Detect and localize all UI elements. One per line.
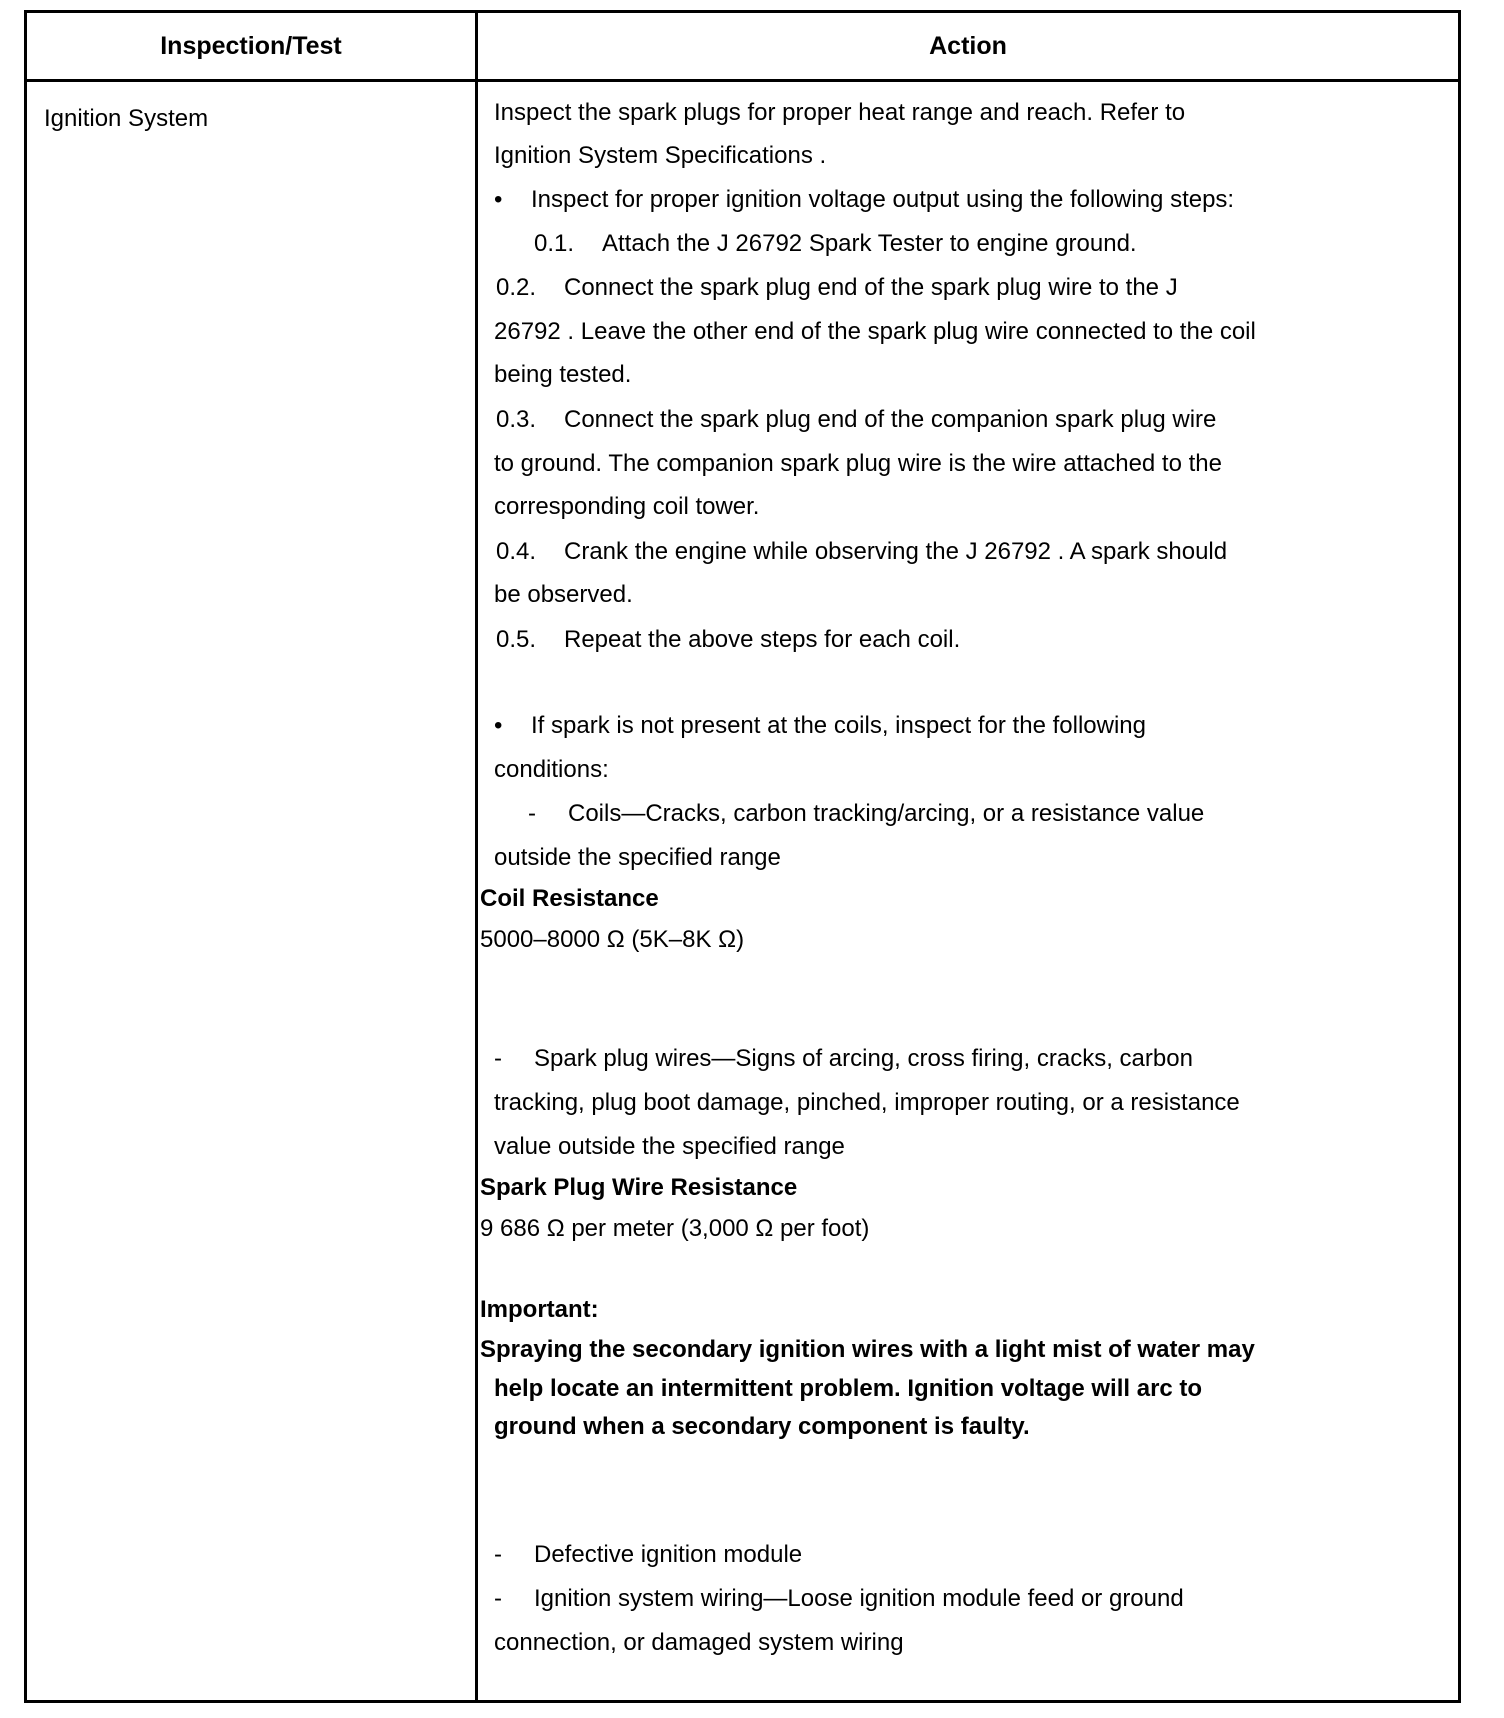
dash-icon: -: [494, 1045, 502, 1072]
step-text: Crank the engine while observing the J 26792 . A spark should: [564, 538, 1228, 565]
condition-spark-plug-wires-cont-2: value outside the specified range: [494, 1133, 845, 1160]
dash-icon: -: [494, 1585, 502, 1612]
step-number: 0.1.: [534, 230, 575, 257]
coil-resistance-label: Coil Resistance: [480, 885, 659, 912]
step-3-cont-1: to ground. The companion spark plug wire is the wire attached to the: [494, 450, 1222, 477]
step-3: [496, 405, 1216, 435]
dash-icon: -: [494, 1541, 502, 1568]
step-text: Connect the spark plug end of the companion spark plug wire: [564, 406, 1217, 433]
column-divider: [475, 13, 478, 1700]
step-number: 0.5.: [496, 626, 537, 653]
condition-system-wiring: [494, 1584, 1184, 1614]
step-3-cont-2: corresponding coil tower.: [494, 493, 760, 520]
bullet-text: If spark is not present at the coils, inspect for the following: [531, 712, 1146, 739]
dash-icon: -: [528, 800, 536, 827]
step-number: 0.3.: [496, 406, 537, 433]
coil-resistance-value: 5000–8000 Ω (5K–8K Ω): [480, 926, 745, 953]
condition-system-wiring-cont: connection, or damaged system wiring: [494, 1629, 904, 1656]
header-action: Action: [929, 32, 1007, 60]
step-text: Connect the spark plug end of the spark plug wire to the J: [564, 274, 1178, 301]
table-header: [27, 13, 1458, 82]
wire-resistance-value: 9 686 Ω per meter (3,000 Ω per foot): [480, 1215, 870, 1242]
step-4: [496, 537, 1227, 567]
intro-line-2: Ignition System Specifications .: [494, 142, 827, 169]
bullet-icon: •: [494, 712, 503, 739]
bullet-text: Inspect for proper ignition voltage output using the following steps:: [531, 186, 1235, 213]
bullet-no-spark-cont: conditions:: [494, 756, 609, 783]
condition-spark-plug-wires-cont-1: tracking, plug boot damage, pinched, improper routing, or a resistance: [494, 1089, 1240, 1116]
condition-ignition-module: [494, 1540, 802, 1570]
step-2-cont-1: 26792 . Leave the other end of the spark plug wire connected to the coil: [494, 318, 1256, 345]
bullet-no-spark: [494, 711, 1146, 741]
condition-coils: [528, 799, 1204, 829]
important-label: Important:: [480, 1296, 599, 1323]
condition-text: Spark plug wires—Signs of arcing, cross firing, cracks, carbon: [534, 1045, 1193, 1072]
step-1: [534, 229, 1137, 259]
step-5: [496, 625, 960, 655]
condition-spark-plug-wires: [494, 1044, 1193, 1074]
condition-text: Coils—Cracks, carbon tracking/arcing, or a resistance value: [568, 800, 1205, 827]
step-number: 0.2.: [496, 274, 537, 301]
bullet-voltage-output: [494, 185, 1234, 215]
header-inspection-test: Inspection/Test: [160, 32, 342, 60]
inspection-ignition-system: Ignition System: [44, 105, 209, 132]
step-2-cont-2: being tested.: [494, 361, 632, 388]
step-4-cont: be observed.: [494, 581, 633, 608]
important-text-1: Spraying the secondary ignition wires with a light mist of water may: [480, 1336, 1255, 1363]
bullet-icon: •: [494, 186, 503, 213]
important-text-2: help locate an intermittent problem. Ignition voltage will arc to: [494, 1375, 1203, 1402]
step-text: Attach the J 26792 Spark Tester to engine ground.: [602, 230, 1137, 257]
intro-line-1: Inspect the spark plugs for proper heat range and reach. Refer to: [494, 99, 1186, 126]
step-text: Repeat the above steps for each coil.: [564, 626, 961, 653]
step-number: 0.4.: [496, 538, 537, 565]
condition-text: Ignition system wiring—Loose ignition module feed or ground: [534, 1585, 1184, 1612]
important-text-3: ground when a secondary component is faulty.: [494, 1413, 1030, 1440]
step-2: [496, 273, 1178, 303]
inspection-table: [24, 10, 1461, 1703]
wire-resistance-label: Spark Plug Wire Resistance: [480, 1174, 798, 1201]
condition-text: Defective ignition module: [534, 1541, 803, 1568]
condition-coils-cont: outside the specified range: [494, 844, 781, 871]
